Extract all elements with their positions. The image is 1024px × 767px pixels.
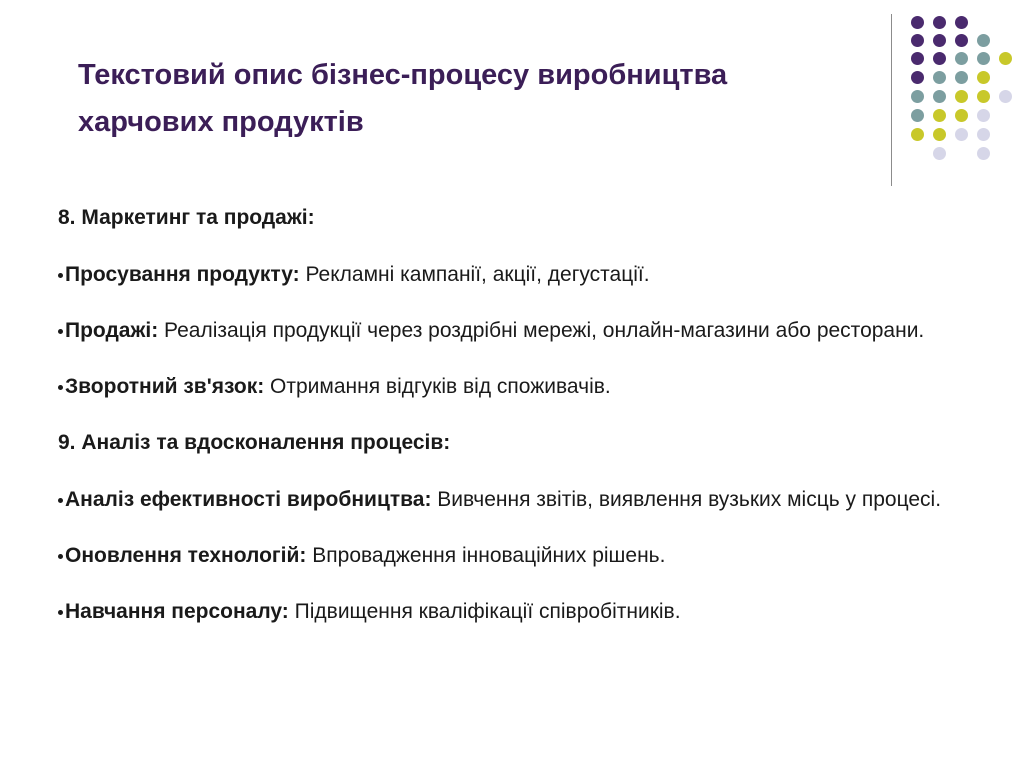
decorative-dot — [933, 34, 946, 47]
decorative-dot — [933, 52, 946, 65]
decorative-dot — [977, 34, 990, 47]
decorative-dot — [955, 109, 968, 122]
item-text: Підвищення кваліфікації співробітників. — [288, 600, 681, 623]
item-label: Продажі: — [65, 319, 159, 342]
decorative-dot — [955, 34, 968, 47]
list-item — [58, 595, 958, 628]
item-label: Просування продукту: — [65, 263, 300, 286]
list-item — [58, 483, 958, 516]
decorative-dot — [977, 90, 990, 103]
bullet-icon — [58, 273, 63, 278]
decorative-dot — [999, 90, 1012, 103]
section-heading-analysis: 9. Аналіз та вдосконалення процесів: — [58, 431, 451, 454]
list-item — [58, 258, 958, 291]
decorative-dot — [933, 71, 946, 84]
item-label: Оновлення технологій: — [65, 544, 307, 567]
decorative-dot — [911, 52, 924, 65]
decorative-dot — [955, 90, 968, 103]
decorative-dot — [911, 109, 924, 122]
decorative-dot — [977, 71, 990, 84]
item-text: Отримання відгуків від споживачів. — [264, 375, 611, 398]
decorative-dot — [977, 128, 990, 141]
decorative-dot — [933, 109, 946, 122]
decorative-dot — [911, 128, 924, 141]
item-text: Вивчення звітів, виявлення вузьких місць у процесі. — [431, 488, 942, 511]
item-label: Зворотний зв'язок: — [65, 375, 265, 398]
item-label: Аналіз ефективності виробництва: — [65, 488, 432, 511]
bullet-icon — [58, 610, 63, 615]
bullet-icon — [58, 554, 63, 559]
section-heading-marketing: 8. Маркетинг та продажі: — [58, 206, 315, 229]
bullet-icon — [58, 498, 63, 503]
decorative-dot — [911, 34, 924, 47]
item-text: Впровадження інноваційних рішень. — [306, 544, 666, 567]
decorative-dot — [933, 90, 946, 103]
slide-title — [78, 52, 878, 146]
decorative-dot — [999, 52, 1012, 65]
bullet-icon — [58, 385, 63, 390]
decorative-divider-line — [891, 14, 892, 186]
bullet-icon — [58, 329, 63, 334]
list-item — [58, 314, 958, 347]
list-item — [58, 370, 958, 403]
decorative-dot — [911, 16, 924, 29]
decorative-dot — [933, 128, 946, 141]
item-label: Навчання персоналу: — [65, 600, 289, 623]
decorative-dot — [933, 16, 946, 29]
decorative-dot — [955, 16, 968, 29]
decorative-dot — [955, 71, 968, 84]
decorative-dot — [955, 128, 968, 141]
decorative-dot — [977, 52, 990, 65]
decorative-dot — [911, 71, 924, 84]
decorative-dot — [933, 147, 946, 160]
decorative-dot — [977, 109, 990, 122]
decorative-dot — [977, 147, 990, 160]
decorative-dot — [955, 52, 968, 65]
slide-content — [58, 201, 958, 651]
decorative-dot — [911, 90, 924, 103]
item-text: Реалізація продукції через роздрібні мережі, онлайн-магазини або ресторани. — [158, 319, 925, 342]
item-text: Рекламні кампанії, акції, дегустації. — [299, 263, 650, 286]
list-item — [58, 539, 958, 572]
title-line-1: Текстовий опис бізнес-процесу виробництва — [78, 59, 728, 91]
title-line-2: харчових продуктів — [78, 106, 364, 138]
